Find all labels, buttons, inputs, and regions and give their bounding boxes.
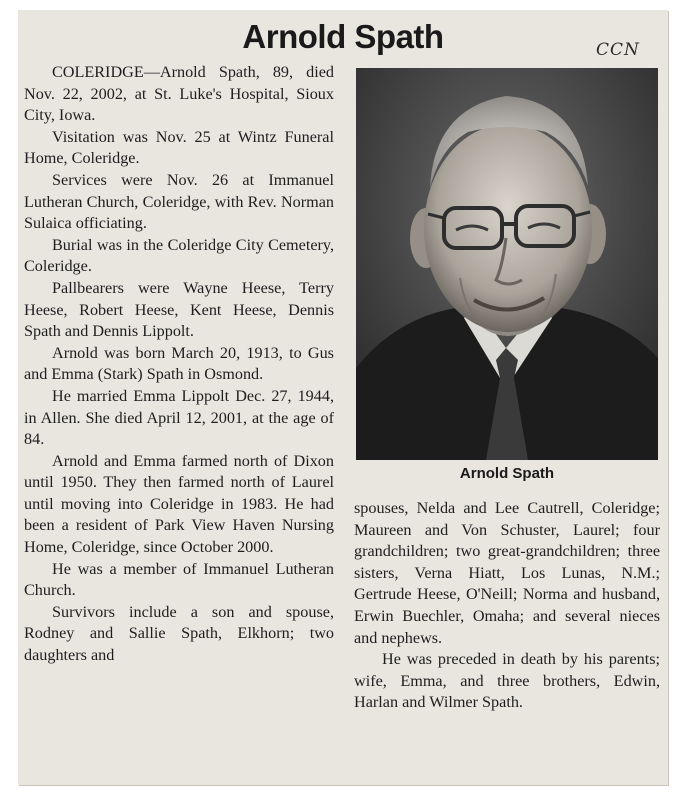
obituary-headline: Arnold Spath: [242, 18, 444, 55]
portrait-photo: [356, 68, 658, 460]
left-column: [24, 62, 334, 667]
right-column: [354, 498, 660, 714]
obituary-clipping: [18, 10, 668, 785]
paragraph-preceded: He was preceded in death by his parents; wife, Emma, and three brothers, Edwin, Harlan and Wilmer Spath.: [354, 650, 660, 712]
paragraph-visitation: Visitation was Nov. 25 at Wintz Funeral Home, Coleridge.: [24, 127, 334, 168]
paragraph-birth: Arnold was born March 20, 1913, to Gus and Emma (Stark) Spath in Osmond.: [24, 343, 334, 384]
paragraph-farming: Arnold and Emma farmed north of Dixon until 1950. They then farmed north of Laurel until moving into Coleridge in 1983. He had been a resident of Park View Haven Nursing Home, Coleridge, since October 2000.: [24, 451, 334, 557]
handwritten-initials: CCN: [596, 40, 640, 60]
paragraph-services: Services were Nov. 26 at Immanuel Lutheran Church, Coleridge, with Rev. Norman Sulaica officiating.: [24, 170, 334, 233]
portrait-illustration: [356, 68, 658, 460]
paragraph-death: COLERIDGE—Arnold Spath, 89, died Nov. 22, 2002, at St. Luke's Hospital, Sioux City, Iowa.: [24, 63, 334, 125]
paragraph-marriage: He married Emma Lippolt Dec. 27, 1944, in Allen. She died April 12, 2001, at the age of 84.: [24, 386, 334, 449]
paragraph-survivors: Survivors include a son and spouse, Rodney and Sallie Spath, Elkhorn; two daughters and: [24, 602, 334, 665]
paragraph-pallbearers: Pallbearers were Wayne Heese, Terry Heese, Robert Heese, Kent Heese, Dennis Spath and Dennis Lippolt.: [24, 278, 334, 341]
paragraph-burial: Burial was in the Coleridge City Cemetery, Coleridge.: [24, 235, 334, 276]
photo-caption: Arnold Spath: [459, 465, 555, 482]
paragraph-church: He was a member of Immanuel Lutheran Church.: [24, 559, 334, 600]
paragraph-survivors-continued: spouses, Nelda and Lee Cautrell, Coleridge; Maureen and Von Schuster, Laurel; four grandchildren; two great-grandchildren; three sisters, Verna Hiatt, Los Lunas, N.M.; Gertrude Heese, O'Neill; Norma and husband, Erwin Buechler, Omaha; and several nieces and nephews.: [354, 499, 660, 647]
